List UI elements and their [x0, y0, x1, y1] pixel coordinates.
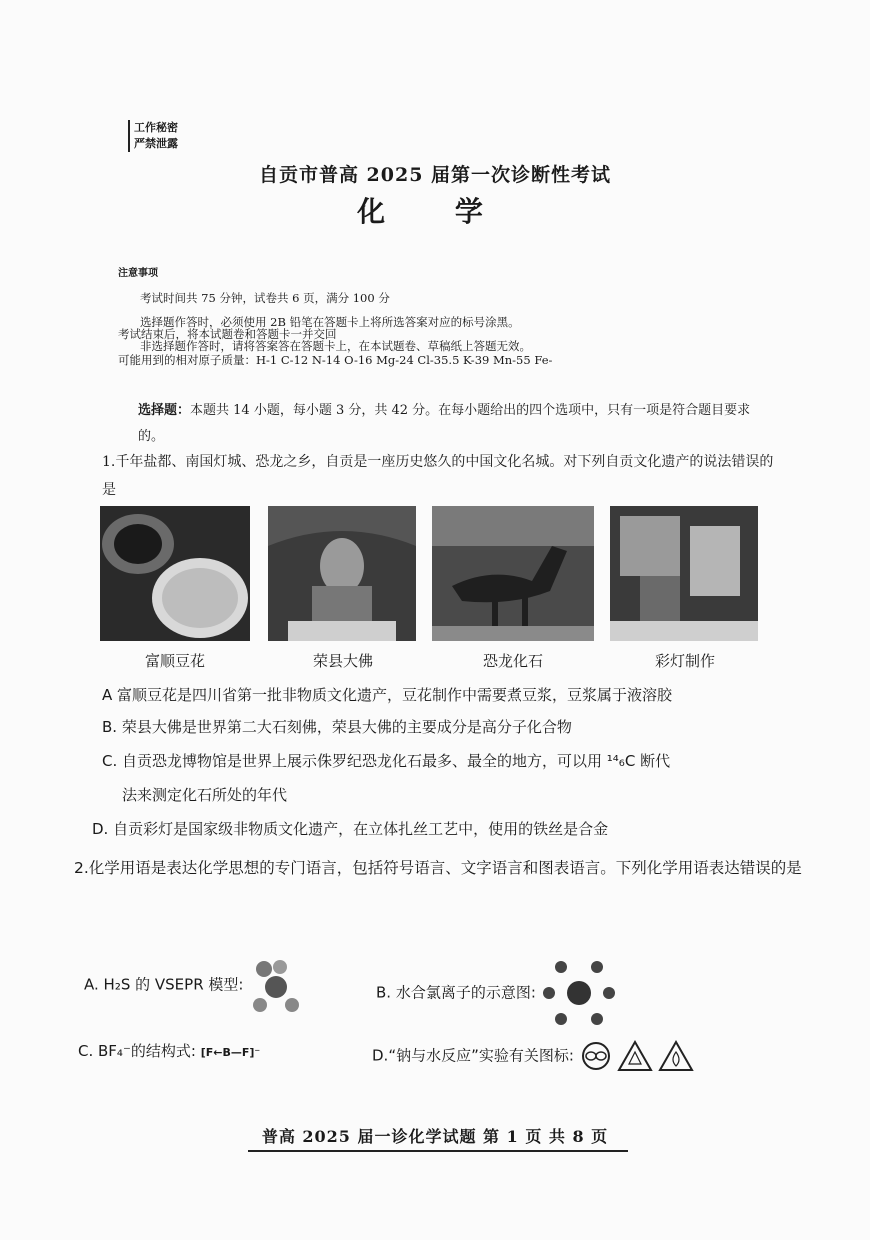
q2-option-c — [78, 1040, 260, 1061]
q2-option-a-text: A. H₂S 的 VSEPR 模型: — [84, 975, 244, 994]
q1-option-c-cont: 法来测定化石所处的年代 — [122, 786, 288, 804]
q2-option-c-text: C. BF₄⁻的结构式: — [78, 1042, 196, 1060]
fire-hazard-triangle-icon — [658, 1040, 694, 1072]
q1-option-c: C. 自贡恐龙博物馆是世界上展示侏罗纪恐龙化石最多、最全的地方，可以用 ¹⁴₆C 断代 — [102, 752, 671, 770]
q2-option-a — [84, 955, 304, 1015]
hazard-triangle-icon — [617, 1040, 653, 1072]
section-label: 选择题： — [138, 403, 191, 418]
stamp-line-1: 工作秘密 — [134, 121, 178, 134]
q1-option-a: A 富顺豆花是四川省第一批非物质文化遗产，豆花制作中需要煮豆浆，豆浆属于液溶胶 — [102, 686, 673, 704]
bf4-structural-formula: [F←B—F]⁻ — [200, 1046, 261, 1059]
dinosaur-photo — [432, 506, 594, 641]
notes-line-last: 考试结束后，将本试题卷和答题卡一并交回 — [118, 327, 337, 341]
q1-option-d: D. 自贡彩灯是国家级非物质文化遗产，在立体扎丝工艺中，使用的铁丝是合金 — [92, 820, 609, 838]
vsepr-model-icon — [248, 955, 304, 1015]
exam-subject: 化 学 — [357, 195, 513, 228]
hydrated-chloride-icon — [541, 955, 617, 1031]
exam-title: 自贡市普高 2025 届第一次诊断性考试 — [258, 164, 612, 186]
caption-buddha: 荣县大佛 — [312, 652, 373, 670]
footer-underline — [248, 1150, 628, 1152]
atomic-masses: 可能用到的相对原子质量：H-1 C-12 N-14 O-16 Mg-24 Cl-35.5 K-39 Mn-55 Fe- — [118, 353, 553, 367]
notes-block — [118, 262, 768, 358]
buddha-photo — [268, 506, 416, 641]
page-footer: 普高 2025 届一诊化学试题 第 1 页 共 8 页 — [261, 1127, 609, 1146]
question-2-stem: 2.化学用语是表达化学思想的专门语言，包括符号语言、文字语言和图表语言。下列化学用语表达错误的是 — [74, 859, 802, 877]
caption-lantern: 彩灯制作 — [654, 652, 715, 670]
q2-option-b — [376, 955, 617, 1031]
stamp-line-2: 严禁泄露 — [134, 137, 178, 150]
confidential-stamp — [128, 120, 178, 152]
notes-line: 选择题作答时，必须使用 2B 铅笔在答题卡上将所选答案对应的标号涂黑。 — [140, 315, 520, 329]
lantern-photo — [610, 506, 758, 641]
goggles-icon — [579, 1041, 613, 1071]
q1-option-b: B. 荣县大佛是世界第二大石刻佛，荣县大佛的主要成分是高分子化合物 — [102, 718, 572, 736]
q2-option-b-text: B. 水合氯离子的示意图: — [376, 983, 536, 1002]
caption-tofu: 富顺豆花 — [144, 652, 205, 670]
section-instructions — [138, 398, 758, 450]
notes-line: 非选择题作答时，请将答案答在答题卡上，在本试题卷、草稿纸上答题无效。 — [140, 339, 531, 353]
section-text: 本题共 14 小题，每小题 3 分，共 42 分。在每小题给出的四个选项中，只有一项是符合题目要求的。 — [138, 403, 751, 444]
notes-heading: 注意事项 — [118, 268, 158, 279]
notes-line: 考试时间共 75 分钟，试卷共 6 页，满分 100 分 — [140, 291, 390, 305]
tofu-photo — [100, 506, 250, 641]
photo-captions — [100, 650, 780, 674]
question-1-stem: 1.千年盐都、南国灯城、恐龙之乡，自贡是一座历史悠久的中国文化名城。对下列自贡文化遗产的说法错误的是 — [102, 454, 774, 498]
question-1-photos — [100, 506, 780, 641]
q2-option-d — [372, 1040, 694, 1072]
q2-option-d-text: D.“钠与水反应”实验有关图标: — [372, 1046, 574, 1065]
caption-dinosaur: 恐龙化石 — [482, 652, 543, 670]
